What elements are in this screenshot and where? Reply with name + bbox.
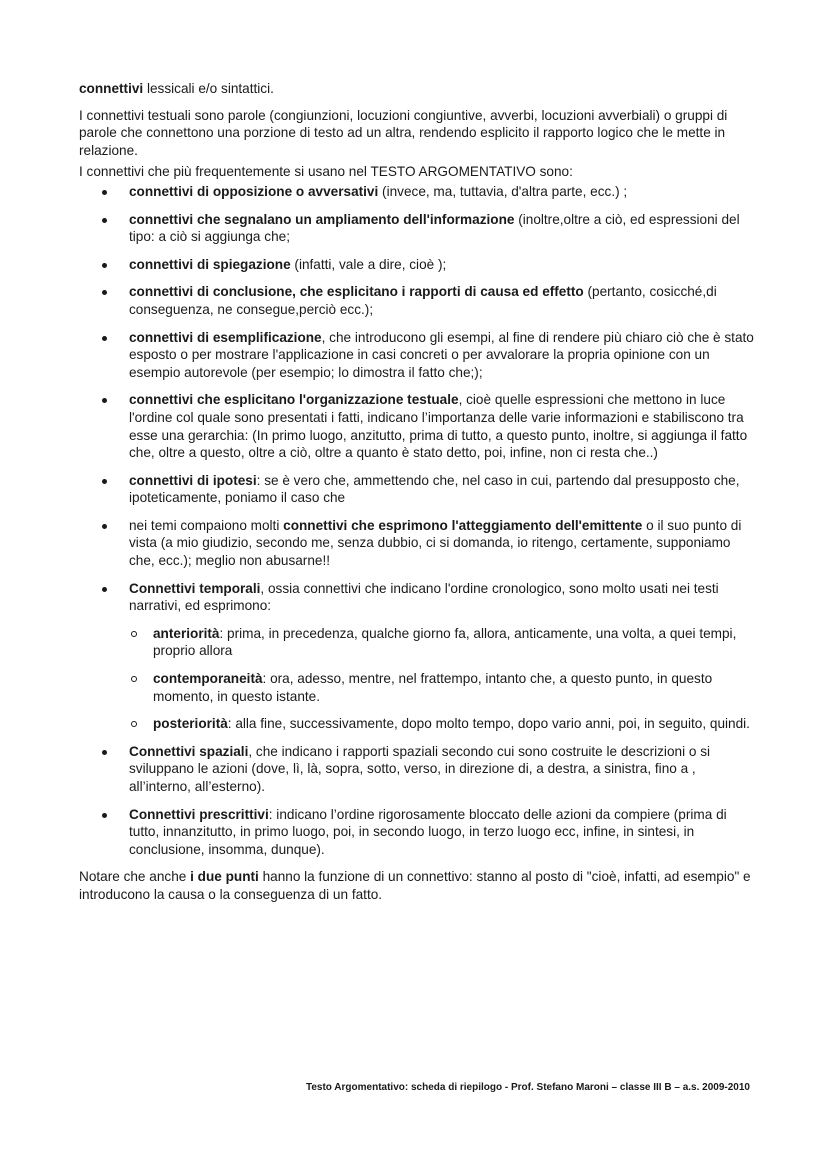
item-term: Connettivi prescrittivi bbox=[129, 806, 269, 822]
intro-line bbox=[79, 80, 759, 98]
closing-text: hanno la funzione di un connettivo: stanno al posto di "cioè, infatti, ad esempio" e introducono la causa o la conseguenza di un fatto. bbox=[79, 869, 751, 902]
bullet-dot bbox=[102, 587, 107, 592]
sublist-item bbox=[129, 670, 759, 705]
closing-prefix: Notare che anche bbox=[79, 869, 191, 885]
list-item bbox=[79, 517, 759, 570]
circle-bullet-icon bbox=[131, 676, 137, 682]
sub-text: : ora, adesso, mentre, nel frattempo, intanto che, a questo punto, in questo momento, in questo istante. bbox=[153, 671, 713, 704]
item-term: Connettivi spaziali bbox=[129, 743, 249, 759]
list-item bbox=[79, 329, 759, 382]
intro-rest: lessicali e/o sintattici. bbox=[143, 81, 274, 96]
item-text: , cioè quelle espressioni che mettono in luce l'ordine col quale sono presentati i fatti, indicano l’importanza delle varie informazioni e stabiliscono tra esse una gerarchia: (In primo luogo, anzitutto, prima di tutto, a questo punto, inoltre, si aggiunga il fatto che, oltre a questo, oltre a ciò, oltre a quanto è stato detto, poi, infine, non ci resta che..) bbox=[129, 392, 748, 461]
paragraph-lead: I connettivi che più frequentemente si usano nel TESTO ARGOMENTATIVO sono: bbox=[79, 164, 573, 180]
sub-term: contemporaneità bbox=[153, 671, 263, 687]
temporali-sublist bbox=[129, 625, 759, 733]
item-text: : se è vero che, ammettendo che, nel caso in cui, partendo dal presupposto che, ipoteticamente, poniamo il caso che bbox=[129, 472, 740, 506]
bullet-dot bbox=[102, 263, 107, 268]
item-term: connettivi di opposizione o avversativi bbox=[129, 183, 379, 199]
sublist-item bbox=[129, 715, 759, 733]
item-term: connettivi che esplicitano l'organizzazione testuale bbox=[129, 392, 459, 408]
intro-bold: connettivi bbox=[79, 81, 144, 96]
bullet-dot bbox=[102, 813, 107, 818]
item-prefix: nei temi compaiono molti bbox=[129, 517, 284, 533]
item-text: , ossia connettivi che indicano l'ordine cronologico, sono molto usati nei testi narrativi, ed esprimono: bbox=[129, 580, 719, 614]
item-text: (invece, ma, tuttavia, d'altra parte, ecc.) ; bbox=[378, 183, 628, 199]
item-term: connettivi di ipotesi bbox=[129, 472, 257, 488]
bullet-dot bbox=[102, 336, 107, 341]
paragraph-definition: I connettivi testuali sono parole (congiunzioni, locuzioni congiuntive, avverbi, locuzioni avverbiali) o gruppi di parole che connettono una porzione di testo ad un altra, rendendo esplicito il rapporto logico che le mette in relazione. bbox=[79, 107, 728, 158]
page-footer: Testo Argomentativo: scheda di riepilogo - Prof. Stefano Maroni – classe III B – a.s. 2009-2010 bbox=[305, 1082, 750, 1093]
sublist-item bbox=[129, 625, 759, 660]
item-term: Connettivi temporali bbox=[129, 580, 261, 596]
bullet-dot bbox=[102, 290, 107, 295]
sub-text: : prima, in precedenza, qualche giorno fa, allora, anticamente, una volta, a quei tempi, proprio allora bbox=[153, 625, 737, 659]
sub-term: posteriorità bbox=[153, 716, 228, 732]
item-term: connettivi che segnalano un ampliamento dell'informazione bbox=[129, 211, 515, 227]
closing-paragraph bbox=[79, 868, 759, 903]
item-text: , che indicano i rapporti spaziali secondo cui sono costruite le descrizioni o si sviluppano le azioni (dove, lì, là, sopra, sotto, verso, in direzione di, a destra, a sinistra, fino a , all’interno, all’esterno). bbox=[129, 743, 711, 794]
bullet-dot bbox=[102, 750, 107, 755]
list-item bbox=[79, 211, 759, 246]
item-text: , che introducono gli esempi, al fine di rendere più chiaro ciò che è stato esposto o per mostrare l'applicazione in casi concreti o per avvalorare la propria opinione con un esempio autorevole (per esempio; lo dimostra il fatto che;); bbox=[129, 329, 754, 380]
connectives-list bbox=[79, 183, 759, 858]
item-text: (pertanto, cosicché,di conseguenza, ne consegue,perciò ecc.); bbox=[129, 284, 717, 317]
item-term: connettivi di spiegazione bbox=[129, 256, 291, 272]
item-text: (infatti, vale a dire, cioè ); bbox=[290, 256, 447, 272]
list-item bbox=[79, 283, 759, 318]
item-term: connettivi che esprimono l'atteggiamento dell'emittente bbox=[283, 517, 643, 533]
list-item-temporali bbox=[79, 580, 759, 733]
circle-bullet-icon bbox=[131, 721, 137, 727]
closing-bold: i due punti bbox=[190, 869, 259, 885]
list-item-prescrittivi bbox=[79, 806, 759, 859]
item-text: : indicano l’ordine rigorosamente bloccato delle azioni da compiere (prima di tutto, innanzitutto, in primo luogo, poi, in secondo luogo, in terzo luogo ecc, infine, in sintesi, in conclusione, insomma, dunque). bbox=[129, 806, 727, 857]
sub-term: anteriorità bbox=[153, 625, 220, 641]
item-term: connettivi di conclusione, che esplicitano i rapporti di causa ed effetto bbox=[129, 284, 584, 300]
list-item bbox=[79, 256, 759, 274]
list-item bbox=[79, 183, 759, 201]
item-text: o il suo punto di vista (a mio giudizio, secondo me, senza dubbio, ci si domanda, io ritengo, certamente, supponiamo che, ecc.); meglio non abusarne!! bbox=[129, 517, 742, 569]
sub-text: : alla fine, successivamente, dopo molto tempo, dopo vario anni, poi, in seguito, quindi. bbox=[227, 716, 750, 732]
bullet-dot bbox=[102, 190, 107, 195]
document-page bbox=[79, 80, 759, 904]
list-item bbox=[79, 472, 759, 507]
item-term: connettivi di esemplificazione bbox=[129, 329, 322, 345]
list-item bbox=[79, 391, 759, 461]
bullet-dot bbox=[102, 524, 107, 529]
list-item-spaziali bbox=[79, 743, 759, 796]
bullet-dot bbox=[102, 218, 107, 223]
item-text: (inoltre,oltre a ciò, ed espressioni del tipo: a ciò si aggiunga che; bbox=[129, 211, 740, 245]
bullet-dot bbox=[102, 398, 107, 403]
circle-bullet-icon bbox=[131, 631, 137, 637]
bullet-dot bbox=[102, 479, 107, 484]
